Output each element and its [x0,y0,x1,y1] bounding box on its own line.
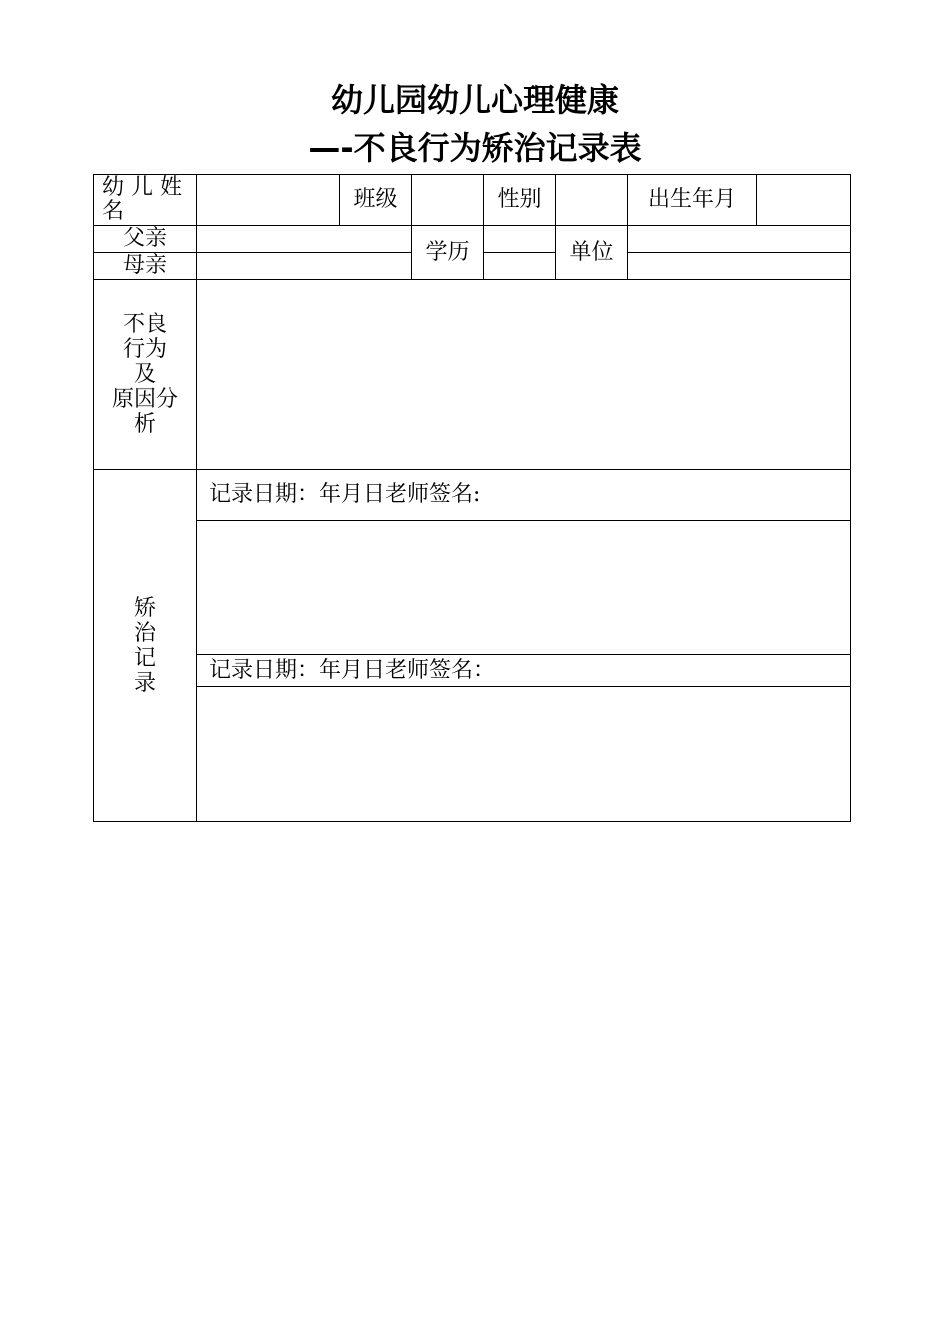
workplace-label: 单位 [569,239,614,265]
correction-record-label: 矫 治 记 录 [133,595,156,696]
mother-workplace-field[interactable] [628,253,850,279]
correction-record-field-1[interactable] [197,521,850,654]
mother-education-field[interactable] [484,253,555,279]
mother-label: 母亲 [122,253,167,278]
table-border-bottom [93,821,851,822]
birth-date-field[interactable] [757,175,850,225]
class-field[interactable] [412,175,483,225]
child-name-field[interactable] [197,175,339,225]
mother-name-field[interactable] [197,253,411,279]
child-name-label [94,175,196,225]
document-title-line-1: 幼儿园幼儿心理健康 [330,81,619,119]
father-workplace-field[interactable] [628,226,850,252]
education-label: 学历 [425,239,470,265]
record-date-signature-2: 记录日期：年月日老师签名： [209,657,496,683]
table-border-right [850,174,851,822]
behavior-analysis-label: 不良 行为 及 原因分 析 [111,312,178,437]
class-label: 班级 [353,187,398,212]
child-name-label-line-2: 名 [102,199,125,224]
behavior-analysis-field[interactable] [197,280,850,469]
father-name-field[interactable] [197,226,411,252]
correction-record-field-2[interactable] [197,687,850,821]
child-name-label-line-1: 幼 儿 姓 [102,175,182,200]
gender-label: 性别 [497,187,542,212]
document-title-line-2: —-不良行为矫治记录表 [308,129,642,167]
record-date-signature-1: 记录日期：年月日老师签名: [209,482,481,507]
father-education-field[interactable] [484,226,555,252]
gender-field[interactable] [556,175,627,225]
father-label: 父亲 [122,226,167,251]
birth-date-label: 出生年月 [647,187,736,212]
